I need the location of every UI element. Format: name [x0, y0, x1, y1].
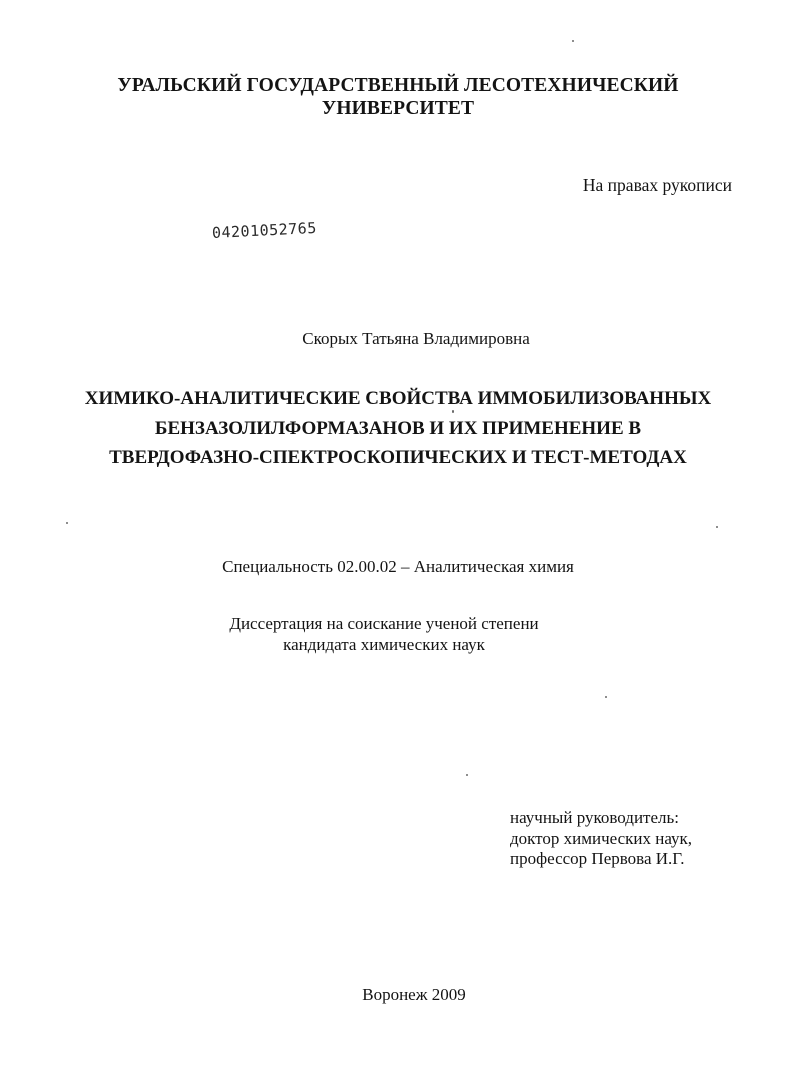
- scan-speck: [605, 696, 607, 698]
- supervisor-line-3: профессор Первова И.Г.: [510, 849, 685, 868]
- scan-speck: [66, 522, 68, 524]
- degree-line-2: кандидата химических наук: [283, 634, 485, 654]
- manuscript-rights-note: На правах рукописи: [582, 175, 732, 195]
- supervisor-line-1: научный руководитель:: [510, 808, 679, 827]
- scan-speck: [572, 40, 574, 42]
- title-line-1: ХИМИКО-АНАЛИТИЧЕСКИЕ СВОЙСТВА ИММОБИЛИЗОВАННЫХ: [84, 388, 712, 409]
- title-line-2: БЕНЗАЗОЛИЛФОРМАЗАНОВ И ИХ ПРИМЕНЕНИЕ В: [154, 417, 642, 439]
- scientific-supervisor: [510, 808, 692, 870]
- university-line-1: УРАЛЬСКИЙ ГОСУДАРСТВЕННЫЙ ЛЕСОТЕХНИЧЕСКИЙ: [117, 75, 679, 96]
- dissertation-title: [0, 384, 796, 473]
- author-name: Скорых Татьяна Владимировна: [302, 329, 530, 348]
- scan-speck: [452, 410, 454, 413]
- degree-line-1: Диссертация на соискание ученой степени: [229, 614, 539, 633]
- city-and-year: Воронеж 2009: [362, 985, 466, 1004]
- library-stamp-number: 04201052765: [211, 218, 318, 242]
- degree-statement: [0, 614, 782, 655]
- scan-speck: [716, 526, 718, 528]
- specialty-line: Специальность 02.00.02 – Аналитическая химия: [222, 557, 574, 576]
- university-name: [0, 74, 796, 120]
- supervisor-line-2: доктор химических наук,: [510, 828, 693, 848]
- title-line-3: ТВЕРДОФАЗНО-СПЕКТРОСКОПИЧЕСКИХ И ТЕСТ-МЕТОДАХ: [109, 447, 687, 468]
- scan-speck: [466, 774, 468, 776]
- university-line-2: УНИВЕРСИТЕТ: [321, 98, 475, 119]
